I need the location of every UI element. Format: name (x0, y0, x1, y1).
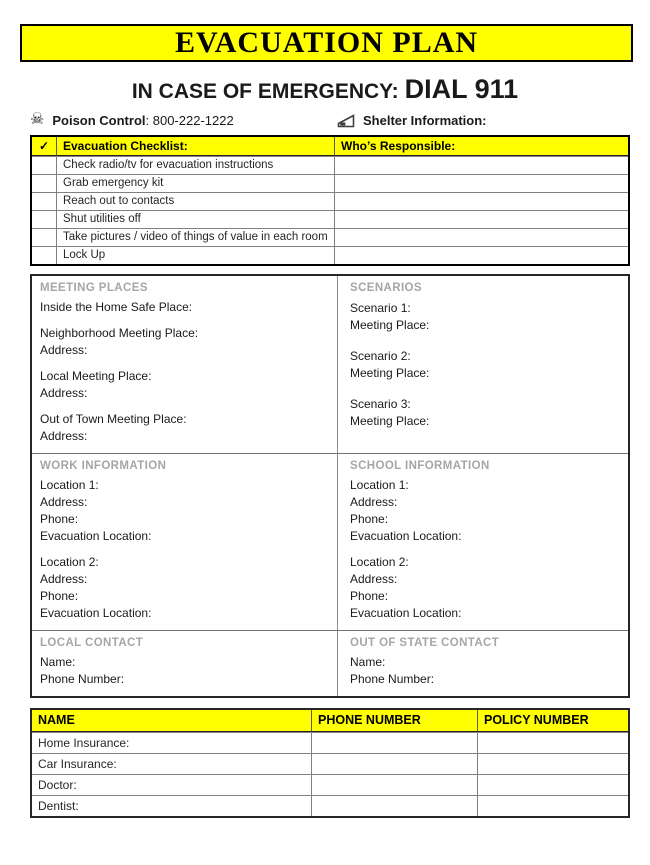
row-label: Home Insurance: (32, 733, 312, 753)
row-label: Dentist: (32, 796, 312, 816)
checklist-checkbox-cell (32, 211, 57, 228)
field-label: Location 1: (350, 478, 409, 492)
field-group (40, 368, 327, 402)
checkmark-icon: ✓ (32, 137, 57, 156)
table-row (32, 774, 628, 795)
hotline-row (30, 112, 630, 128)
table-row (32, 795, 628, 816)
table-row (32, 753, 628, 774)
title-banner (20, 24, 633, 62)
checklist-checkbox-cell (32, 229, 57, 246)
policy-number-cell (478, 775, 628, 795)
contacts-section (32, 630, 628, 696)
checklist-task: Lock Up (57, 247, 335, 264)
checklist-row (32, 246, 628, 264)
field-group (40, 299, 327, 316)
checklist-task-header: Evacuation Checklist: (57, 137, 335, 156)
field-label: Phone Number: (40, 672, 125, 686)
checklist-task: Reach out to contacts (57, 193, 335, 210)
field-group (40, 477, 327, 545)
checklist-responsible-header: Who’s Responsible: (335, 137, 628, 156)
emergency-instruction (0, 74, 650, 105)
work-school-section (32, 453, 628, 630)
phone-number-column-header: PHONE NUMBER (312, 710, 478, 732)
meeting-places-panel (32, 276, 337, 453)
field-group (40, 325, 327, 359)
shelter-information-label: Shelter Information: (363, 112, 487, 128)
plan-details-box (30, 274, 630, 698)
table-row (32, 732, 628, 753)
checklist-row (32, 210, 628, 228)
scenarios-title: SCENARIOS (350, 282, 422, 294)
out-of-state-contact-panel (337, 631, 628, 696)
page-title: EVACUATION PLAN (174, 26, 479, 59)
phone-number-cell (312, 733, 478, 753)
row-label: Doctor: (32, 775, 312, 795)
checklist-task: Check radio/tv for evacuation instructions (57, 157, 335, 174)
field-group (350, 654, 618, 688)
skull-crossbones-icon: ☠ (30, 111, 45, 128)
work-information-title: WORK INFORMATION (40, 460, 167, 472)
field-group (350, 396, 618, 430)
field-label: Address: (40, 572, 88, 586)
field-label: Inside the Home Safe Place: (40, 300, 193, 314)
poison-control-line (30, 112, 337, 128)
checklist-checkbox-cell (32, 157, 57, 174)
field-label: Meeting Place: (350, 366, 430, 380)
field-label: Phone: (40, 589, 79, 603)
field-group (40, 411, 327, 445)
school-information-panel (337, 454, 628, 630)
local-contact-panel (32, 631, 337, 696)
field-label: Out of Town Meeting Place: (40, 412, 187, 426)
field-label: Scenario 3: (350, 397, 411, 411)
checklist-task: Grab emergency kit (57, 175, 335, 192)
field-label: Phone: (350, 589, 389, 603)
field-label: Phone Number: (350, 672, 435, 686)
field-group (350, 300, 618, 334)
checklist-checkbox-cell (32, 247, 57, 264)
checklist-row (32, 156, 628, 174)
checklist-row (32, 192, 628, 210)
field-label: Address: (40, 429, 88, 443)
field-label: Phone: (350, 512, 389, 526)
field-group (40, 654, 327, 688)
checklist-responsible-cell (335, 247, 628, 264)
field-label: Scenario 2: (350, 349, 411, 363)
field-label: Location 1: (40, 478, 99, 492)
checklist-responsible-cell (335, 157, 628, 174)
checklist-checkbox-cell (32, 175, 57, 192)
local-contact-title: LOCAL CONTACT (40, 637, 144, 649)
emergency-prefix: IN CASE OF EMERGENCY: (131, 80, 399, 103)
out-of-state-contact-title: OUT OF STATE CONTACT (350, 637, 500, 649)
field-label: Evacuation Location: (40, 606, 152, 620)
evacuation-checklist-table (30, 135, 630, 266)
poison-control-label: Poison Control (52, 112, 146, 128)
field-label: Evacuation Location: (40, 529, 152, 543)
emergency-dial-911: DIAL 911 (404, 74, 519, 104)
field-label: Address: (350, 572, 398, 586)
field-label: Local Meeting Place: (40, 369, 152, 383)
field-group (350, 348, 618, 382)
policy-number-cell (478, 796, 628, 816)
field-label: Location 2: (350, 555, 409, 569)
phone-number-cell (312, 775, 478, 795)
scenarios-panel (337, 276, 628, 453)
phone-number-cell (312, 754, 478, 774)
school-information-title: SCHOOL INFORMATION (350, 460, 490, 472)
field-label: Name: (40, 655, 76, 669)
field-label: Scenario 1: (350, 301, 411, 315)
field-label: Evacuation Location: (350, 606, 462, 620)
checklist-responsible-cell (335, 211, 628, 228)
policy-number-cell (478, 733, 628, 753)
policy-number-cell (478, 754, 628, 774)
phone-number-cell (312, 796, 478, 816)
field-label: Phone: (40, 512, 79, 526)
shelter-information-line (337, 113, 487, 128)
field-label: Name: (350, 655, 386, 669)
shelter-icon (337, 113, 355, 128)
checklist-row (32, 228, 628, 246)
field-label: Address: (350, 495, 398, 509)
work-information-panel (32, 454, 337, 630)
field-label: Address: (40, 386, 88, 400)
field-label: Address: (40, 343, 88, 357)
poison-control-number: : 800-222-1222 (145, 112, 234, 128)
field-label: Meeting Place: (350, 318, 430, 332)
field-label: Address: (40, 495, 88, 509)
field-label: Neighborhood Meeting Place: (40, 326, 199, 340)
policy-number-column-header: POLICY NUMBER (478, 710, 628, 732)
checklist-checkbox-cell (32, 193, 57, 210)
checklist-task: Take pictures / video of things of value in each room (57, 229, 335, 246)
checklist-responsible-cell (335, 175, 628, 192)
field-group (40, 554, 327, 622)
field-label: Location 2: (40, 555, 99, 569)
field-label: Meeting Place: (350, 414, 430, 428)
name-column-header: NAME (32, 710, 312, 732)
checklist-row (32, 174, 628, 192)
checklist-responsible-cell (335, 193, 628, 210)
field-label: Evacuation Location: (350, 529, 462, 543)
field-group (350, 554, 618, 622)
meeting-scenarios-section (32, 276, 628, 453)
checklist-responsible-cell (335, 229, 628, 246)
checklist-header-row (32, 137, 628, 156)
insurance-contacts-table (30, 708, 630, 818)
insurance-header-row (32, 710, 628, 732)
checklist-task: Shut utilities off (57, 211, 335, 228)
field-group (350, 477, 618, 545)
row-label: Car Insurance: (32, 754, 312, 774)
meeting-places-title: MEETING PLACES (40, 282, 148, 294)
